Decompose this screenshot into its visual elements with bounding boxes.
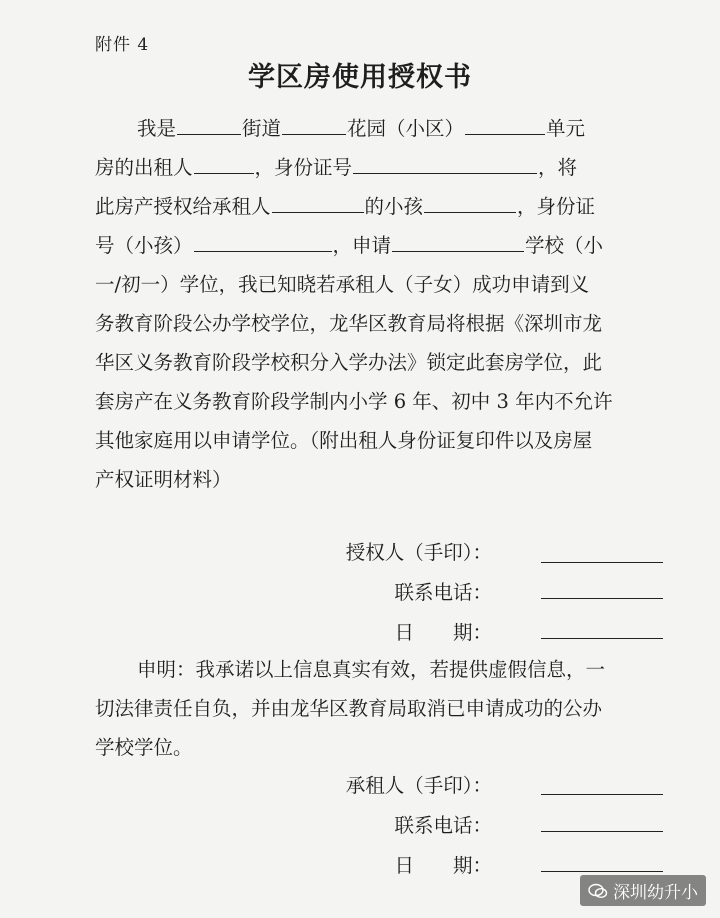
authorizer-phone-line[interactable] bbox=[541, 598, 663, 599]
paragraph-line-7: 华区义务教育阶段学校积分入学办法》锁定此套房学位，此 bbox=[95, 351, 603, 374]
paragraph-line-2: 房的出租人 ，身份证号 ，将 bbox=[95, 156, 578, 179]
statement-line-3: 学校学位。 bbox=[95, 736, 193, 759]
landlord-id-blank[interactable] bbox=[353, 155, 537, 174]
paragraph-line-9: 其他家庭用以申请学位。（附出租人身份证复印件以及房屋 bbox=[95, 429, 593, 452]
document-title: 学区房使用授权书 bbox=[248, 62, 472, 93]
paragraph-line-4: 号（小孩） ，申请 学校（小 bbox=[95, 234, 604, 257]
tenant-name-blank[interactable] bbox=[272, 194, 364, 213]
tenant-label: 承租人（手印）： bbox=[345, 774, 492, 797]
authorizer-phone-label: 联系电话： bbox=[394, 581, 492, 604]
paragraph-line-6: 务教育阶段公办学校学位，龙华区教育局将根据《深圳市龙 bbox=[95, 312, 603, 335]
child-name-blank[interactable] bbox=[424, 194, 516, 213]
tenant-signature-line[interactable] bbox=[541, 794, 663, 795]
garden-blank[interactable] bbox=[282, 116, 346, 135]
paragraph-line-3: 此房产授权给承租人 的小孩 ，身份证 bbox=[95, 195, 596, 218]
authorizer-date-line[interactable] bbox=[541, 638, 663, 639]
school-blank[interactable] bbox=[392, 233, 524, 252]
statement-line-1: 申明：我承诺以上信息真实有效，若提供虚假信息，一 bbox=[137, 658, 606, 681]
room-blank[interactable] bbox=[194, 155, 254, 174]
unit-blank[interactable] bbox=[465, 116, 545, 135]
watermark bbox=[580, 875, 706, 906]
tenant-date-label: 日 期： bbox=[394, 854, 492, 877]
wechat-icon bbox=[588, 883, 608, 899]
paragraph-line-1: 我是 街道 花园（小区） 单元 bbox=[137, 117, 586, 140]
authorizer-date-label: 日 期： bbox=[394, 621, 492, 644]
watermark-text: 深圳幼升小 bbox=[613, 883, 698, 903]
authorizer-signature-line[interactable] bbox=[541, 562, 663, 563]
statement-line-2: 切法律责任自负，并由龙华区教育局取消已申请成功的公办 bbox=[95, 697, 603, 720]
paragraph-line-5: 一/初一）学位，我已知晓若承租人（子女）成功申请到义 bbox=[95, 273, 590, 296]
paragraph-line-8: 套房产在义务教育阶段学制内小学 6 年、初中 3 年内不允许 bbox=[95, 390, 613, 413]
paragraph-line-10: 产权证明材料） bbox=[95, 468, 232, 491]
annex-label: 附件 4 bbox=[95, 35, 150, 55]
tenant-date-line[interactable] bbox=[541, 871, 663, 872]
tenant-phone-label: 联系电话： bbox=[394, 814, 492, 837]
street-blank[interactable] bbox=[177, 116, 241, 135]
authorizer-label: 授权人（手印）： bbox=[345, 541, 492, 564]
child-id-blank[interactable] bbox=[194, 233, 332, 252]
tenant-phone-line[interactable] bbox=[541, 831, 663, 832]
